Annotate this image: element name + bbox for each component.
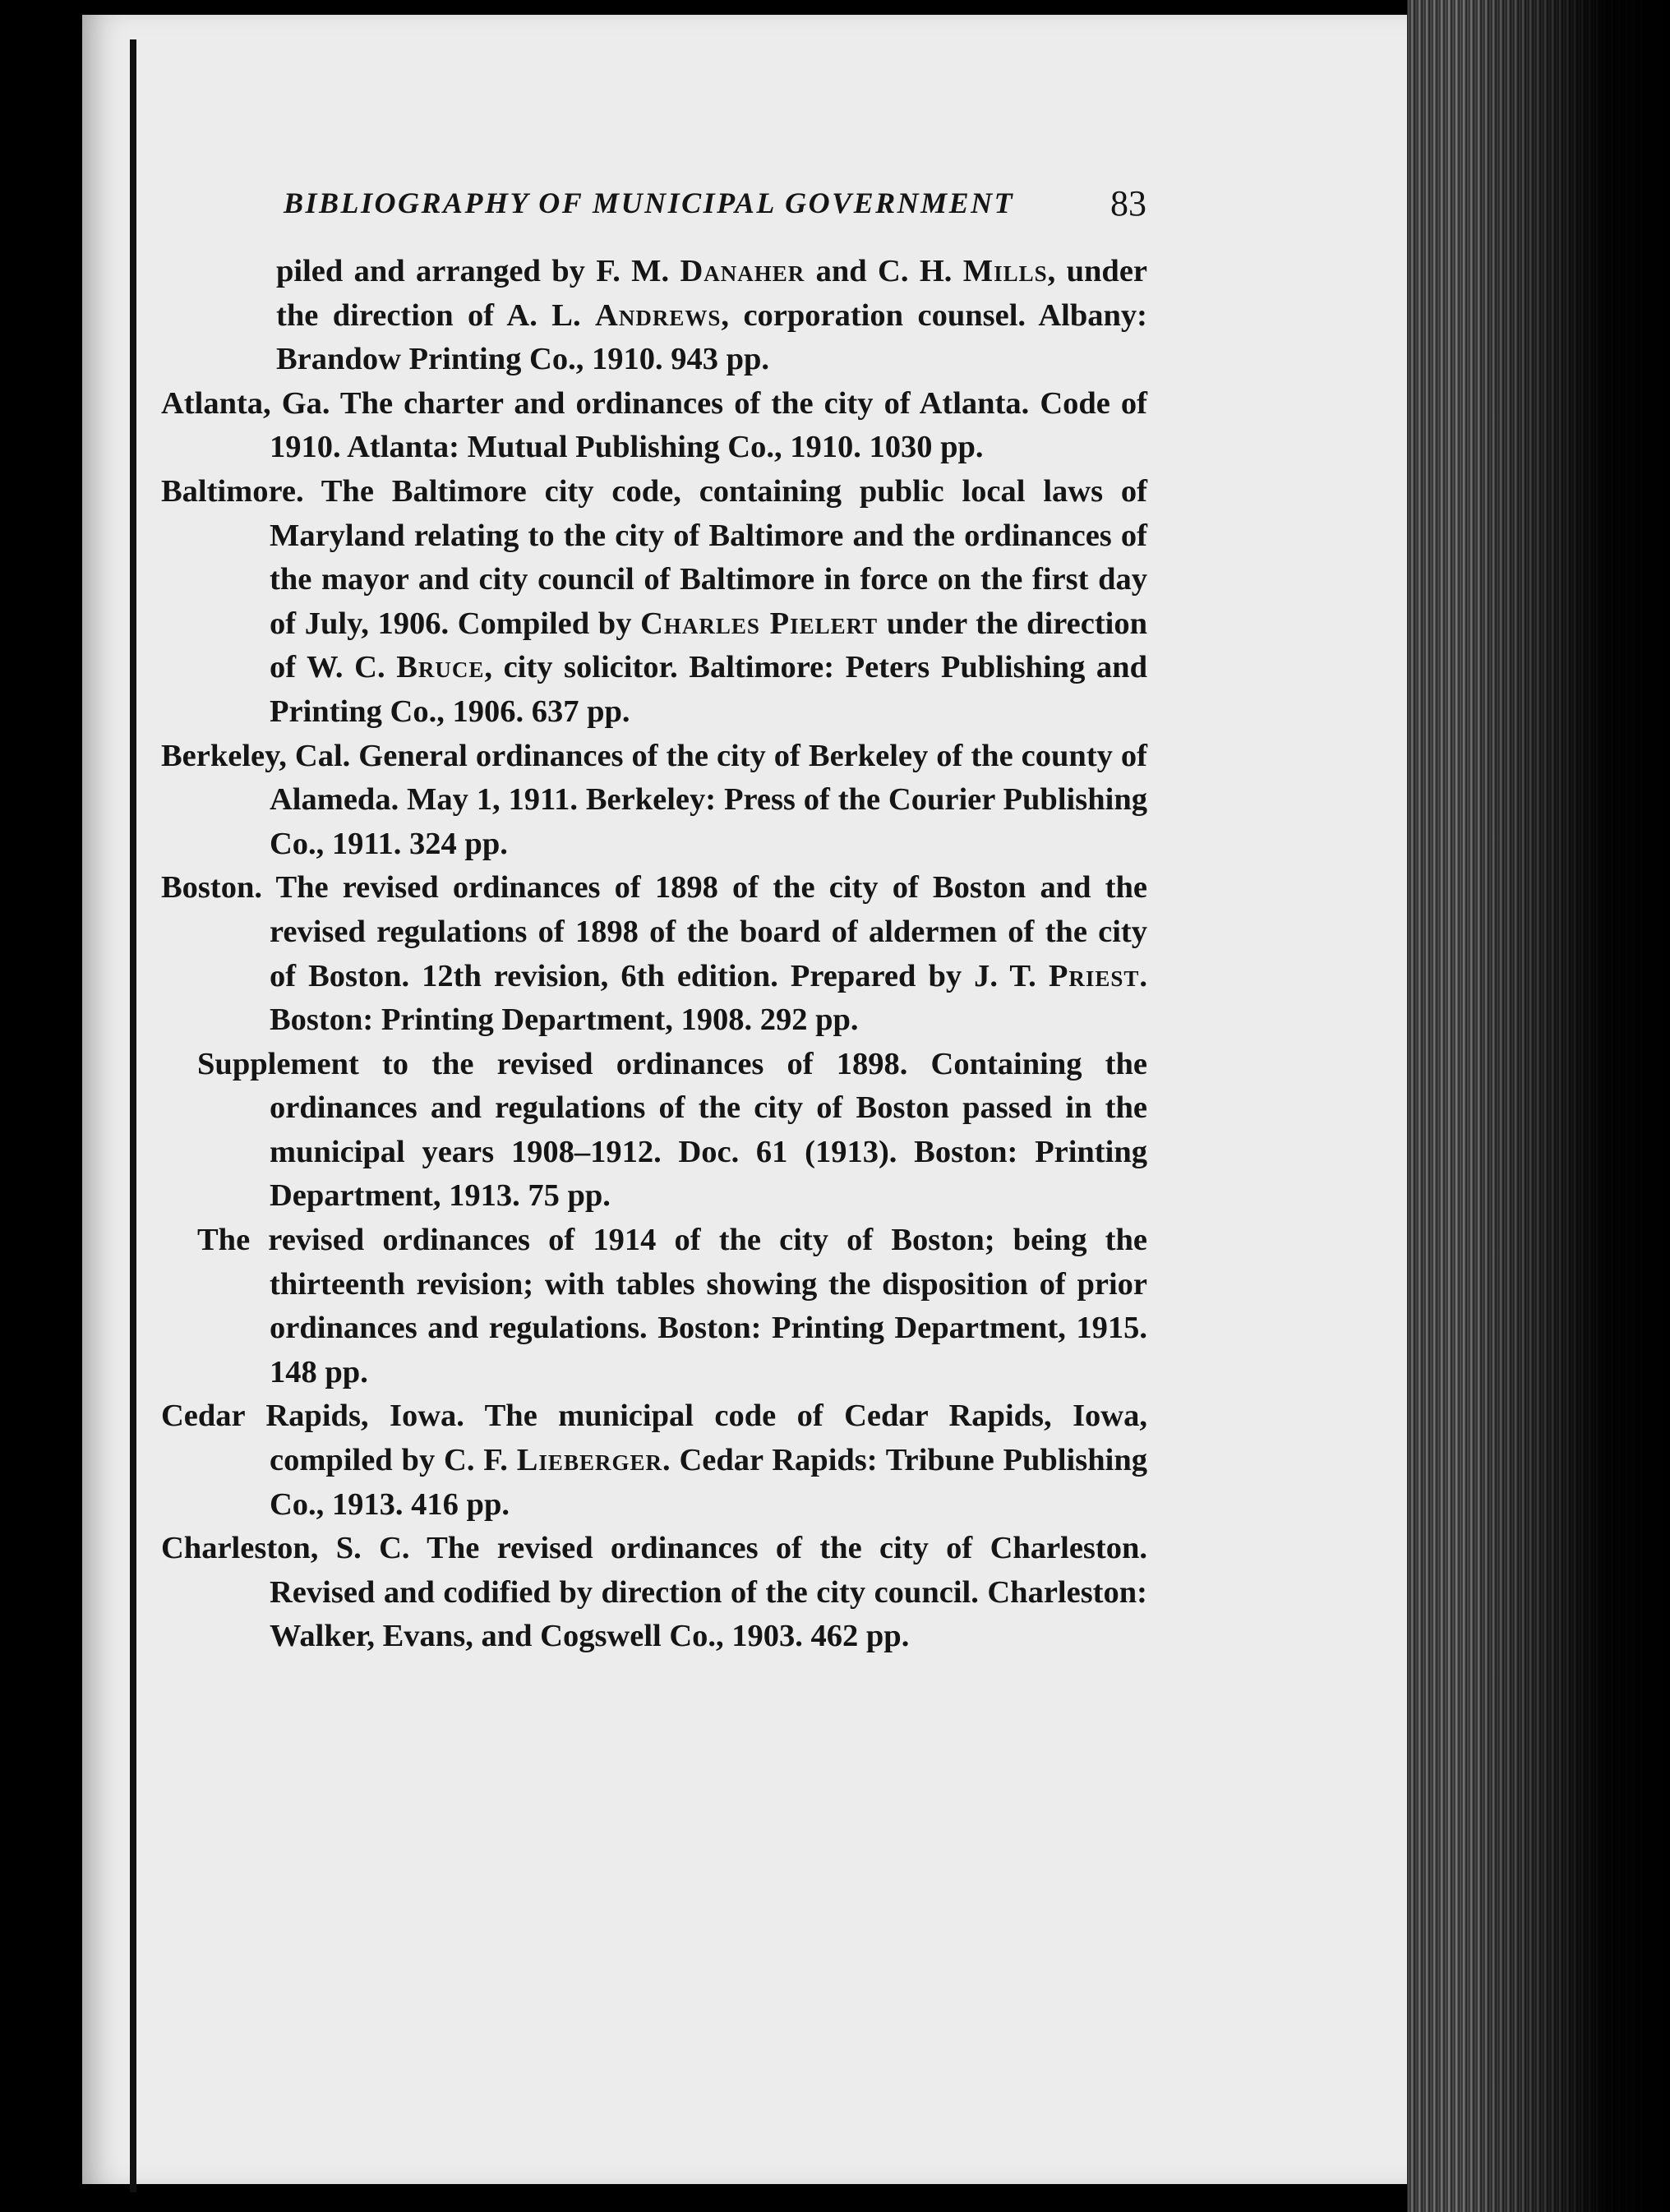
entry-text: under the direction of W. C. <box>270 606 1147 685</box>
book-edge-shadow <box>1407 0 1670 2212</box>
entry-text: , under the direction of A. L. <box>276 254 1148 333</box>
entry-text: . Cedar Rapids: Tribune Publishing Co., 1913. 416 pp. <box>270 1443 1147 1522</box>
bibliography-entry <box>161 735 1147 867</box>
entry-text: Berkeley, Cal. General ordinances of the city of Berkeley of the county of Alameda. May 1, 1911. Berkeley: Press of the Courier Publishing Co., 1911. 324 pp. <box>161 738 1147 861</box>
entry-text: Cedar Rapids, Iowa. The municipal code of Cedar Rapids, Iowa, compiled by C. F. <box>161 1399 1147 1478</box>
entry-text: Boston. The revised ordinances of 1898 of the city of Boston and the revised regulations of 1898 of the board of aldermen of the city of Boston. 12th revision, 6th edition. Prepared by J. T. <box>161 870 1147 993</box>
entry-text: Atlanta, Ga. The charter and ordinances of the city of Atlanta. Code of 1910. Atlanta: Mutual Publishing Co., 1910. 1030 pp. <box>161 385 1147 465</box>
entry-text: Supplement to the revised ordinances of 1898. Containing the ordinances and regulations of the city of Boston passed in the municipal years 1908–1912. Doc. 61 (1913). Boston: Printing Department, 1913. 75 pp. <box>197 1046 1147 1214</box>
running-head: BIBLIOGRAPHY OF MUNICIPAL GOVERNMENT <box>284 187 1015 219</box>
page-gutter-shadow <box>130 39 136 2192</box>
bibliography-entry <box>161 1219 1147 1394</box>
bibliography-entry <box>161 1043 1147 1219</box>
bibliography-entry <box>161 382 1147 470</box>
bibliography-entry <box>161 470 1147 735</box>
entry-text: , city solicitor. Baltimore: Peters Publishing and Printing Co., 1906. 637 pp. <box>270 650 1147 729</box>
page-number: 83 <box>1110 183 1146 224</box>
entry-text: and C. H. <box>805 254 963 288</box>
entry-text: The revised ordinances of 1914 of the city of Boston; being the thirteenth revision; with tables showing the disposition of prior ordinances and regulations. Boston: Printing Department, 1915. 148 pp. <box>197 1223 1147 1389</box>
bibliography-entry <box>161 1394 1147 1527</box>
entry-text: Baltimore. The Baltimore city code, containing public local laws of Maryland relating to the city of Baltimore and the ordinances of the mayor and city council of Baltimore in force on the first day of July, 1906. Compiled by <box>161 473 1147 641</box>
author-name: Danaher <box>680 254 805 288</box>
author-name: Priest <box>1048 958 1140 993</box>
author-name: Charles Pielert <box>640 606 879 641</box>
entry-text: Charleston, S. C. The revised ordinances of the city of Charleston. Revised and codified by direction of the city council. Charleston: Walker, Evans, and Cogswell Co., 1903. 462 pp. <box>161 1531 1147 1654</box>
bibliography-entry <box>161 866 1147 1042</box>
author-name: Bruce <box>396 650 485 685</box>
page-header <box>284 182 1146 232</box>
entry-text: , corporation counsel. Albany: Brandow Printing Co., 1910. 943 pp. <box>276 297 1147 377</box>
bibliography-entry <box>161 250 1147 382</box>
author-name: Mills <box>962 254 1048 288</box>
entry-text: . Boston: Printing Department, 1908. 292 pp. <box>270 958 1147 1038</box>
bibliography-entry <box>161 1527 1147 1659</box>
author-name: Lieberger <box>516 1443 662 1478</box>
bibliography-entries <box>161 250 1147 1659</box>
entry-text: piled and arranged by F. M. <box>276 254 680 288</box>
author-name: Andrews <box>595 297 722 333</box>
